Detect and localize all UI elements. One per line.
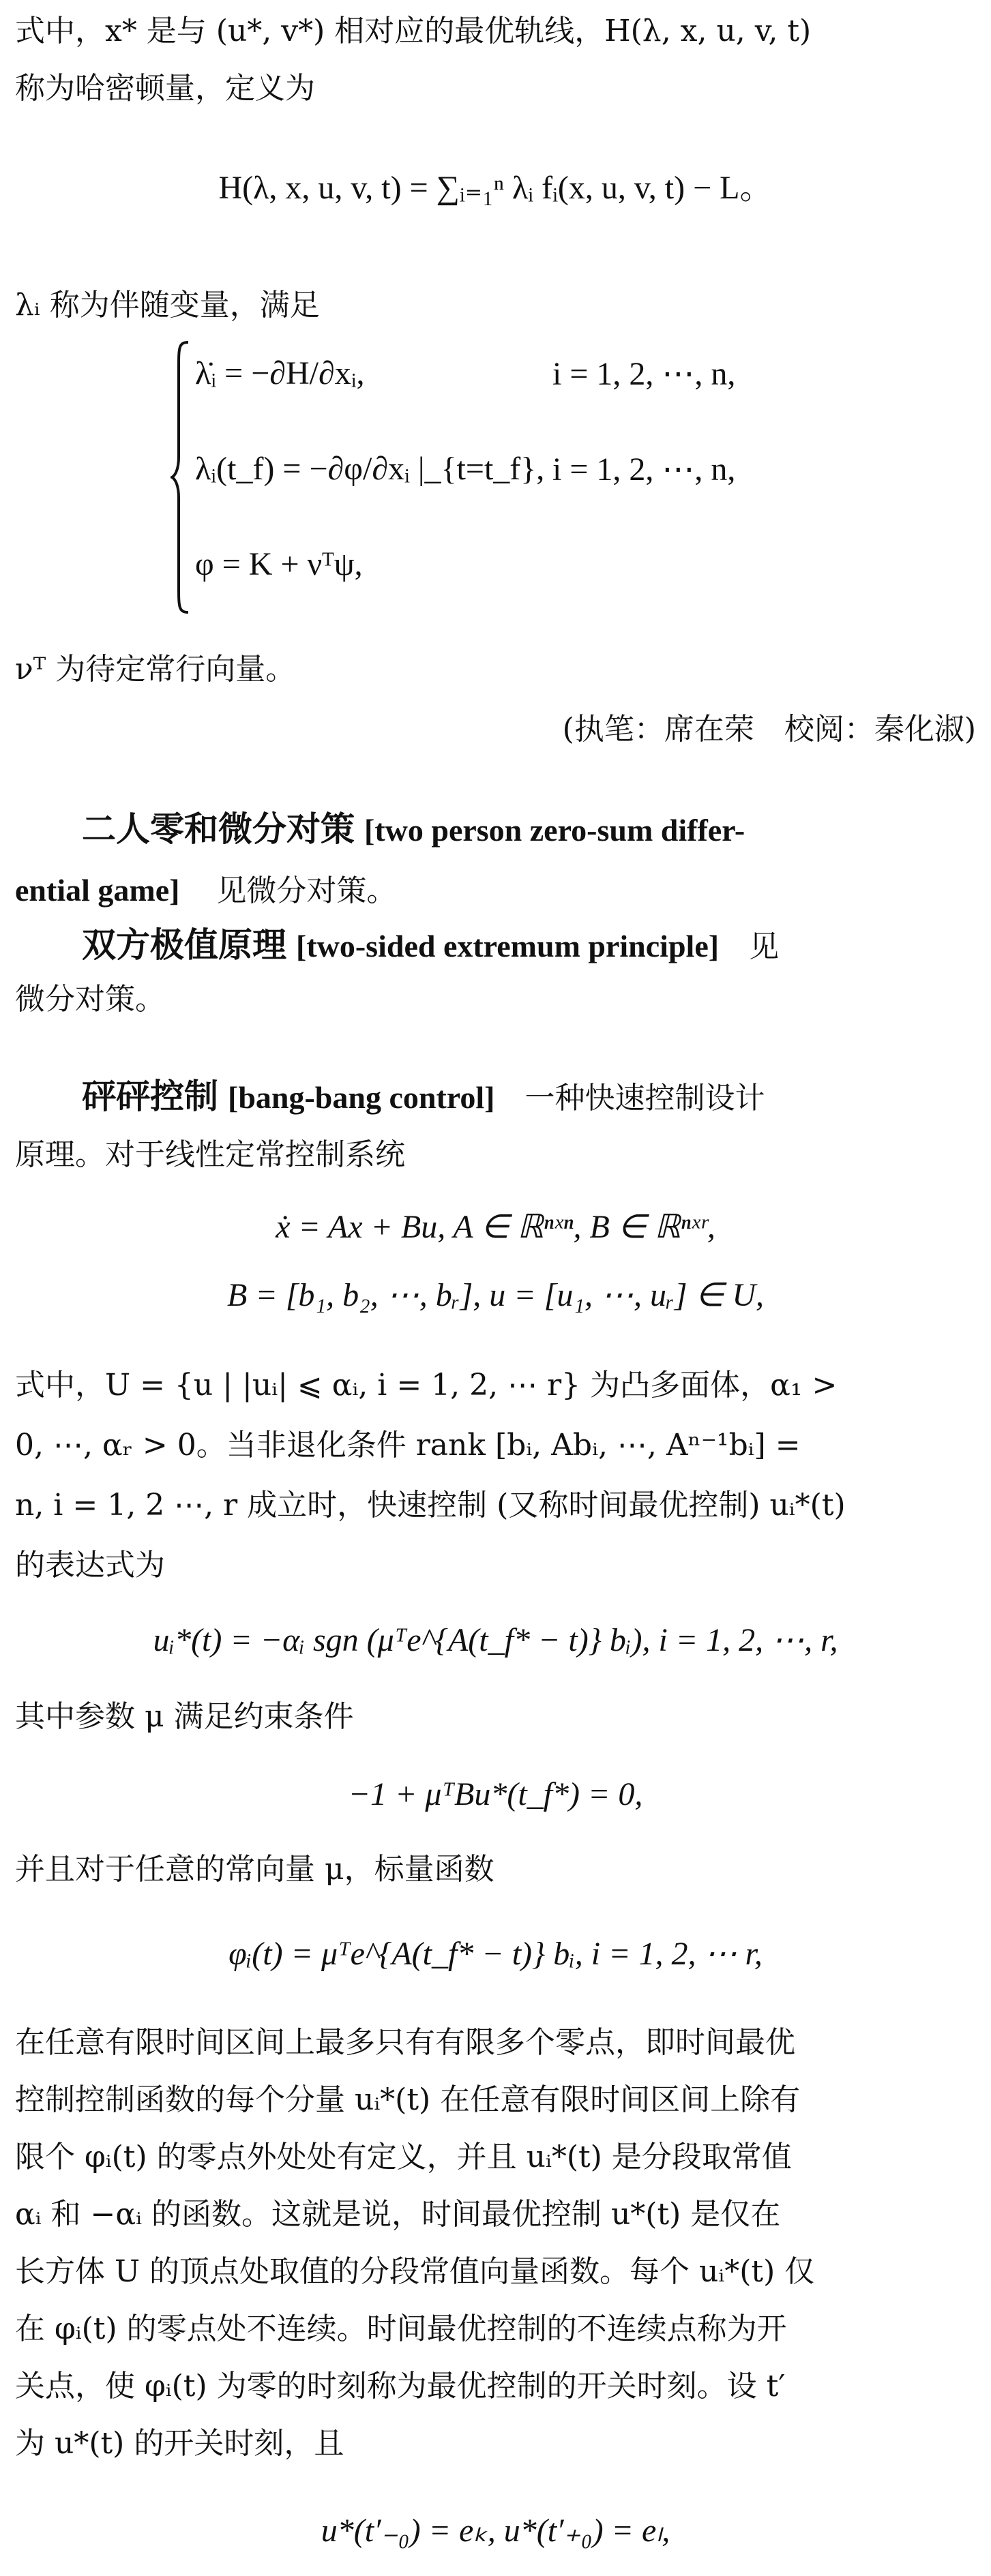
para1-line-4: 的表达式为 xyxy=(15,1548,165,1583)
entry-two-person-zero-sum-line-1 xyxy=(82,800,976,860)
mu-intro: 其中参数 μ 满足约束条件 xyxy=(15,1699,354,1734)
entry-two-person-zero-sum-line-2 xyxy=(15,862,976,920)
control-law-equation: uᵢ*(t) = −αᵢ sgn (μᵀe^{A(t_f* − t)} bᵢ), i = 1, 2, ⋯, r, xyxy=(153,1622,838,1658)
costate-system xyxy=(171,341,818,614)
para2-line-4: αᵢ 和 −αᵢ 的函数。这就是说，时间最优控制 u*(t) 是仅在 xyxy=(15,2197,781,2232)
entry-see-two-sided: 见 xyxy=(749,929,780,964)
entry-see-zero-sum: 见微分对策。 xyxy=(216,873,397,908)
para2-line-8: 为 u*(t) 的开关时刻，且 xyxy=(15,2426,344,2461)
para2-line-2: 控制控制函数的每个分量 uᵢ*(t) 在任意有限时间区间上除有 xyxy=(15,2082,801,2117)
entry-see-bang-bang: 一种快速控制设计 xyxy=(524,1081,765,1115)
intro-line-2: 称为哈密顿量，定义为 xyxy=(15,71,315,106)
para2-line-1: 在任意有限时间区间上最多只有有限多个零点，即时间最优 xyxy=(15,2025,795,2060)
costate-eq-1-range: i = 1, 2, ⋯, n, xyxy=(552,356,736,392)
nu-note: νᵀ 为待定常行向量。 xyxy=(15,652,296,687)
para1-line-3: n, i = 1, 2 ⋯, r 成立时，快速控制 (又称时间最优控制) uᵢ*(t) xyxy=(15,1488,846,1523)
costate-eq-2: λᵢ(t_f) = −∂φ/∂xᵢ |_{t=t_f}, xyxy=(195,451,545,487)
constraint-equation: −1 + μᵀBu*(t_f*) = 0, xyxy=(348,1776,643,1812)
hamiltonian-equation: H(λ, x, u, v, t) = ∑ᵢ₌₁ⁿ λᵢ fᵢ(x, u, v, t) − L。 xyxy=(218,170,773,206)
switching-function-equation: φᵢ(t) = μᵀe^{A(t_f* − t)} bᵢ, i = 1, 2, ⋯ r, xyxy=(228,1936,763,1972)
entry-english-bang-bang: [bang-bang control] xyxy=(228,1080,495,1115)
entry-english-two-sided: [two-sided extremum principle] xyxy=(296,929,720,963)
entry-title-two-sided: 双方极值原理 xyxy=(82,925,286,965)
switching-time-equation: u*(t′₋₀) = eₖ, u*(t′₊₀) = eₗ, xyxy=(321,2513,670,2549)
entry-two-sided-line-2: 微分对策。 xyxy=(15,982,165,1017)
scalar-intro: 并且对于任意的常向量 μ，标量函数 xyxy=(15,1852,494,1887)
costate-intro: λᵢ 称为伴随变量，满足 xyxy=(15,288,320,323)
system-equation-2: B = [b₁, b₂, ⋯, bᵣ], u = [u₁, ⋯, uᵣ] ∈ U, xyxy=(227,1277,764,1313)
para2-line-5: 长方体 U 的顶点处取值的分段常值向量函数。每个 uᵢ*(t) 仅 xyxy=(15,2254,815,2289)
intro-line-1: 式中，x* 是与 (u*, v*) 相对应的最优轨线，H(λ, x, u, v, t) xyxy=(15,14,812,48)
entry-bang-bang-line-2: 原理。对于线性定常控制系统 xyxy=(15,1137,405,1172)
para2-line-6: 在 φᵢ(t) 的零点处不连续。时间最优控制的不连续点称为开 xyxy=(15,2311,787,2346)
entry-english-zero-sum-cont: ential game] xyxy=(15,873,180,908)
para1-line-2: 0, ⋯, αᵣ > 0。当非退化条件 rank [bᵢ, Abᵢ, ⋯, Aⁿ⁻¹bᵢ] = xyxy=(15,1428,801,1463)
costate-eq-3: φ = K + νᵀψ, xyxy=(195,546,363,582)
para2-line-7: 关点，使 φᵢ(t) 为零的时刻称为最优控制的开关时刻。设 t′ xyxy=(15,2369,786,2403)
system-equation-1: ẋ = Ax + Bu, A ∈ ℝⁿˣⁿ, B ∈ ℝⁿˣʳ, xyxy=(276,1209,715,1245)
entry-bang-bang-line-1 xyxy=(82,1068,976,1127)
para1-line-1: 式中，U = {u | |uᵢ| ⩽ αᵢ, i = 1, 2, ⋯ r} 为凸多面体，α₁ > xyxy=(15,1368,838,1403)
entry-english-zero-sum: [two person zero-sum differ- xyxy=(364,813,745,848)
left-brace-icon xyxy=(171,341,190,614)
costate-eq-2-range: i = 1, 2, ⋯, n, xyxy=(552,451,736,488)
entry-title-bang-bang: 砰砰控制 xyxy=(82,1077,218,1116)
para2-line-3: 限个 φᵢ(t) 的零点外处处有定义，并且 uᵢ*(t) 是分段取常值 xyxy=(15,2140,792,2174)
credit-line: (执笔：席在荣 校阅：秦化淑) xyxy=(562,712,976,747)
costate-eq-1: λ̇ᵢ = −∂H/∂xᵢ, xyxy=(195,355,365,391)
entry-title-zero-sum: 二人零和微分对策 xyxy=(82,809,355,849)
entry-two-sided-line-1 xyxy=(82,916,976,976)
